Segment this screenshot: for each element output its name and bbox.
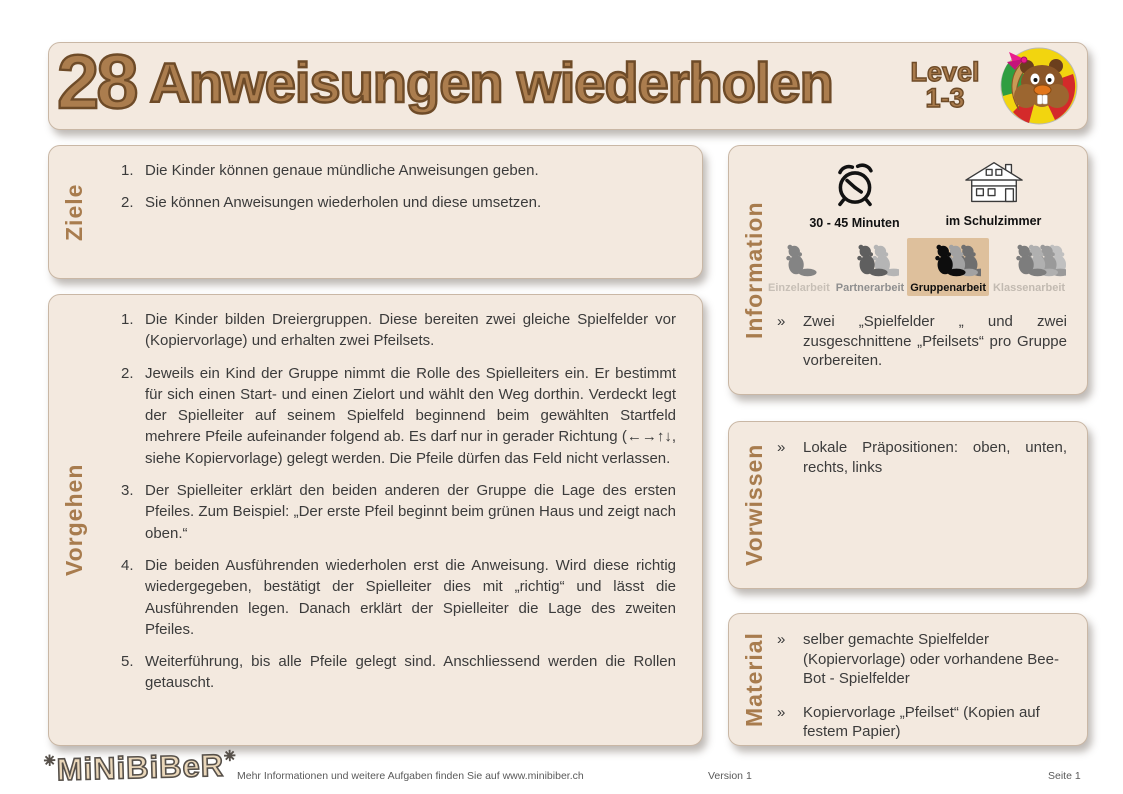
- footer-page-number: Seite 1: [1048, 770, 1081, 782]
- list-item-text: Sie können Anweisungen wiederholen und diese umsetzen.: [145, 194, 542, 212]
- bullet-text: Kopiervorlage „Pfeilset“ (Kopien auf festem Papier): [803, 703, 1040, 740]
- mode-label: Partnerarbeit: [835, 282, 905, 294]
- bullet-text: selber gemachte Spielfelder (Kopiervorlage) oder vorhandene Bee-Bot - Spielfelder: [803, 631, 1059, 687]
- list-item-number: 1.: [121, 162, 134, 179]
- bullet-marker: »: [777, 703, 786, 721]
- section-label-material: Material: [741, 632, 767, 727]
- duration-label: 30 - 45 Minuten: [809, 216, 900, 230]
- bullet-marker: »: [777, 439, 786, 456]
- work-modes-row: [729, 230, 1087, 296]
- task-number: 28: [57, 40, 136, 125]
- list-item-text: Weiterführung, bis alle Pfeile gelegt sind. Anschliessend werden die Rollen getauscht.: [145, 653, 676, 692]
- ziele-list-item: [121, 160, 676, 181]
- mode-label: Klassenarbeit: [992, 282, 1066, 294]
- bullet-marker: »: [777, 313, 786, 330]
- list-item-number: 2.: [121, 194, 134, 212]
- list-item-text: Der Spielleiter erklärt den beiden anderen der Gruppe die Lage des ersten Pfeiles. Zum Beispiel: „Der erste Pfeil beginnt beim grünen Haus und zeigt nach oben.“: [145, 482, 676, 542]
- mode-klassenarbeit: [989, 238, 1069, 296]
- single-beaver-icon: [779, 242, 819, 280]
- list-item-number: 2.: [121, 364, 134, 382]
- information-bullets: [729, 296, 1087, 393]
- duration-block: [785, 158, 924, 230]
- list-item-number: 5.: [121, 653, 134, 671]
- mode-label: Einzelarbeit: [768, 282, 830, 294]
- vorgehen-list-item: [121, 480, 676, 544]
- mode-label: Gruppenarbeit: [910, 282, 987, 294]
- level-badge-range: 1-3: [925, 83, 965, 113]
- mode-gruppenarbeit-active: [907, 238, 989, 296]
- section-vorgehen: [48, 294, 703, 746]
- schoolhouse-icon: [963, 158, 1025, 208]
- bullet-item: [775, 438, 1067, 477]
- sparkle-icon: ✳: [43, 752, 57, 769]
- mode-partnerarbeit: [833, 238, 907, 296]
- level-badge: [897, 57, 993, 113]
- section-label-ziele: Ziele: [61, 183, 87, 241]
- list-item-text: Die Kinder bilden Dreiergruppen. Diese bereiten zwei gleiche Spielfelder vor (Kopiervorlage) und erhalten zwei Pfeilsets.: [145, 311, 676, 350]
- footer-version: Version 1: [708, 770, 752, 782]
- list-item-text: Die beiden Ausführenden wiederholen erst die Anweisung. Wird diese richtig wiedergegeben, bestätigt der Spielleiter dies mit „richtig“ und lässt die Ausführenden legen. Danach erklärt der Spielleiter die Lage des zweiten Pfeiles.: [145, 556, 676, 638]
- section-information: [728, 145, 1088, 395]
- bullet-item: [775, 630, 1067, 689]
- list-item-number: 1.: [121, 311, 134, 328]
- sparkle-icon: ✳: [223, 747, 237, 764]
- bullet-item: [775, 312, 1067, 371]
- section-label-vorgehen: Vorgehen: [61, 463, 87, 577]
- page-title: Anweisungen wiederholen: [149, 51, 833, 114]
- mode-einzelarbeit: [765, 238, 833, 296]
- vorgehen-list-item: [121, 555, 676, 640]
- bullet-item: [775, 703, 1067, 742]
- ziele-list: [49, 146, 702, 235]
- vorgehen-list-item: [121, 309, 676, 352]
- vorgehen-list-item: [121, 651, 676, 694]
- three-beavers-icon: [915, 242, 981, 280]
- bullet-text: Zwei „Spielfelder „ und zwei zusgeschnittene „Pfeilsets“ pro Gruppe vorbereiten.: [803, 313, 1067, 369]
- alarm-clock-icon: [832, 158, 878, 210]
- minibiber-logo: [44, 747, 238, 788]
- info-icons-row: [729, 146, 1087, 230]
- bullet-marker: »: [777, 631, 786, 648]
- level-badge-word: Level: [910, 57, 980, 88]
- many-beavers-icon: [992, 242, 1066, 280]
- section-material: [728, 613, 1088, 746]
- beaver-mascot-icon: [999, 46, 1079, 126]
- header: [48, 42, 1088, 130]
- footer-info-text: Mehr Informationen und weitere Aufgaben finden Sie auf www.minibiber.ch: [237, 770, 584, 782]
- list-item-number: 3.: [121, 482, 134, 500]
- location-block: [924, 158, 1063, 230]
- footer: [0, 748, 1123, 794]
- list-item-text: Jeweils ein Kind der Gruppe nimmt die Rolle des Spielleiters ein. Er bestimmt für sich einen Start- und einen Zielort und wählt den Weg dorthin. Verdeckt legt der Spielleiter auf seinem Spielfeld beginnend beim gewählten Startfeld mehrere Pfeile aufeinander folgend ab. Es darf nur in gerader Richtung (←→↑↓, siehe Kopiervorlage) gelegt werden. Die Pfeile dürfen das Feld nicht verlassen.: [145, 364, 676, 467]
- material-bullets: [729, 614, 1087, 764]
- vorwissen-bullets: [729, 422, 1087, 499]
- bullet-text: Lokale Präpositionen: oben, unten, rechts, links: [803, 439, 1067, 476]
- two-beavers-icon: [841, 242, 899, 280]
- vorgehen-list: [49, 295, 702, 715]
- logo-text: MiNiBiBeR: [56, 747, 225, 788]
- section-label-vorwissen: Vorwissen: [741, 443, 767, 567]
- list-item-number: 4.: [121, 556, 134, 574]
- ziele-list-item: [121, 192, 676, 213]
- section-ziele: [48, 145, 703, 279]
- vorgehen-list-item: [121, 363, 676, 469]
- list-item-text: Die Kinder können genaue mündliche Anweisungen geben.: [145, 162, 539, 179]
- location-label: im Schulzimmer: [945, 214, 1042, 228]
- section-vorwissen: [728, 421, 1088, 589]
- section-label-information: Information: [741, 201, 767, 339]
